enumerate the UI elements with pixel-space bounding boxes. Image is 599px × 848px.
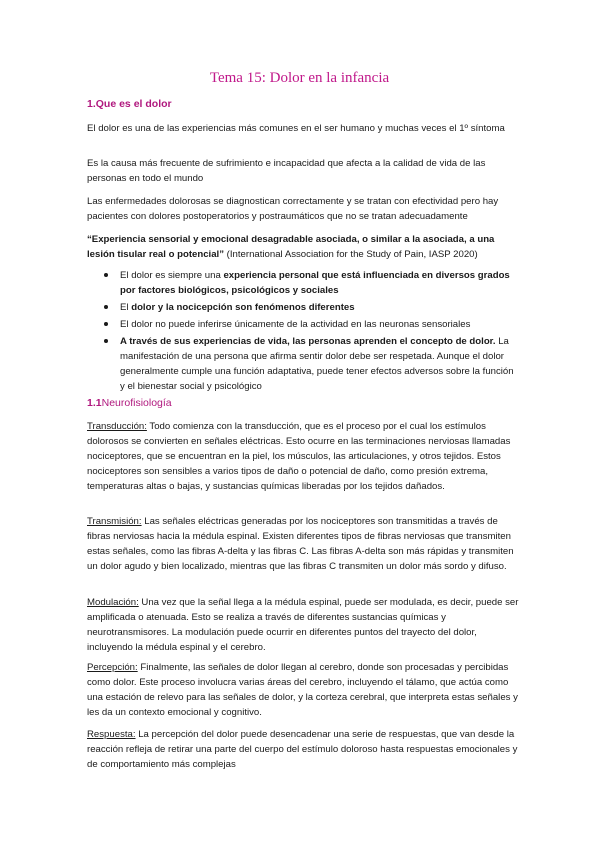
- definition-source: (International Association for the Study of Pain, IASP 2020): [224, 249, 478, 260]
- page-title: Tema 15: Dolor en la infancia: [209, 70, 390, 86]
- term-label: Modulación:: [87, 597, 139, 608]
- term-description: Todo comienza con la transducción, que es el proceso por el cual los estímulos dolorosos se convierten en señales eléctricas. Esto ocurre en las terminaciones nerviosas llamadas nociceptores, que se encuentran en la piel, los músculos, las articulaciones, y otros tejidos. Estos nociceptores son sensibles a varios tipos de daño o potencial de daño, como presión extrema, temperaturas altas o bajas, y sustancias químicas liberadas por los tejidos dañados.: [87, 421, 511, 492]
- term-description: Una vez que la señal llega a la médula espinal, puede ser modulada, es decir, puede ser amplificada o atenuada. Esto se realiza a través de diferentes sustancias químicas y neurotransmisores. La modulación puede ocurrir en diferentes puntos del trayecto del dolor, incluyendo la médula espinal y el cerebro.: [87, 597, 519, 653]
- definition-paragraph: [87, 232, 519, 262]
- paragraph-2: Es la causa más frecuente de sufrimiento e incapacidad que afecta a la calidad de vida de las personas en todo el mundo: [87, 158, 486, 184]
- bullet-list: [87, 268, 519, 396]
- item-transmision: [87, 514, 519, 574]
- term-description: Las señales eléctricas generadas por los nociceptores son transmitidas a través de fibras nerviosas hacia la médula espinal. Existen diferentes tipos de fibras nerviosas que transmiten estas señales, como las fibras A-delta y las fibras C. Las fibras A-delta son más rápidas y transmiten un dolor agudo y bien localizado, mientras que las fibras C transmiten un dolor más sordo y difuso.: [87, 516, 514, 572]
- definition-quote: “Experiencia sensorial y emocional desagradable asociada, o similar a la asociada, a una lesión tisular real o potencial”: [87, 234, 495, 260]
- term-label: Transducción:: [87, 421, 147, 432]
- bullet-bold-text: A través de sus experiencias de vida, las personas aprenden el concepto de dolor.: [120, 336, 496, 347]
- bullet-bold-text: dolor y la nocicepción son fenómenos diferentes: [131, 302, 355, 313]
- list-item: [87, 334, 519, 394]
- section-heading-que-es-el-dolor: 1.Que es el dolor: [87, 98, 172, 110]
- item-percepcion: [87, 660, 519, 720]
- list-item: [87, 317, 519, 332]
- bullet-text: El: [120, 302, 132, 313]
- list-item: [87, 300, 519, 315]
- term-description: La percepción del dolor puede desencadenar una serie de respuestas, que van desde la reacción refleja de retirar una parte del cuerpo del estímulo doloroso hasta respuestas emocionales y de comportamiento más complejas: [87, 729, 518, 770]
- paragraph-1: El dolor es una de las experiencias más comunes en el ser humano y muchas veces el 1º síntoma: [87, 123, 505, 134]
- section-heading-neurofisiologia: [87, 397, 172, 409]
- term-label: Respuesta:: [87, 729, 136, 740]
- term-label: Percepción:: [87, 662, 138, 673]
- paragraph-3: Las enfermedades dolorosas se diagnostican correctamente y se tratan con efectividad pero hay pacientes con dolores postoperatorios y postraumáticos que no se tratan adecuadamente: [87, 196, 499, 222]
- section-number: 1.1: [87, 397, 102, 409]
- term-label: Transmisión:: [87, 516, 142, 527]
- list-item: [87, 268, 519, 298]
- item-transduccion: [87, 419, 519, 494]
- bullet-bold-text: experiencia personal que está influenciada en diversos grados por factores biológicos, psicológicos y sociales: [120, 270, 510, 296]
- bullet-text: El dolor es siempre una: [120, 270, 224, 281]
- bullet-text: La manifestación de una persona que afirma sentir dolor debe ser respetada. Aunque el dolor generalmente cumple una función adaptativa, puede tener efectos adversos sobre la función y el bienestar social y psicológico: [120, 336, 514, 392]
- term-description: Finalmente, las señales de dolor llegan al cerebro, donde son procesadas y percibidas como dolor. Este proceso involucra varias áreas del cerebro, incluyendo el tálamo, que actúa como una estación de relevo para las señales de dolor, y la corteza cerebral, que interpreta estas señales y les da un contexto emocional y cognitivo.: [87, 662, 518, 718]
- item-respuesta: [87, 727, 519, 772]
- item-modulacion: [87, 595, 519, 655]
- bullet-text: El dolor no puede inferirse únicamente de la actividad en las neuronas sensoriales: [120, 319, 471, 330]
- section-title: Neurofisiología: [101, 397, 172, 409]
